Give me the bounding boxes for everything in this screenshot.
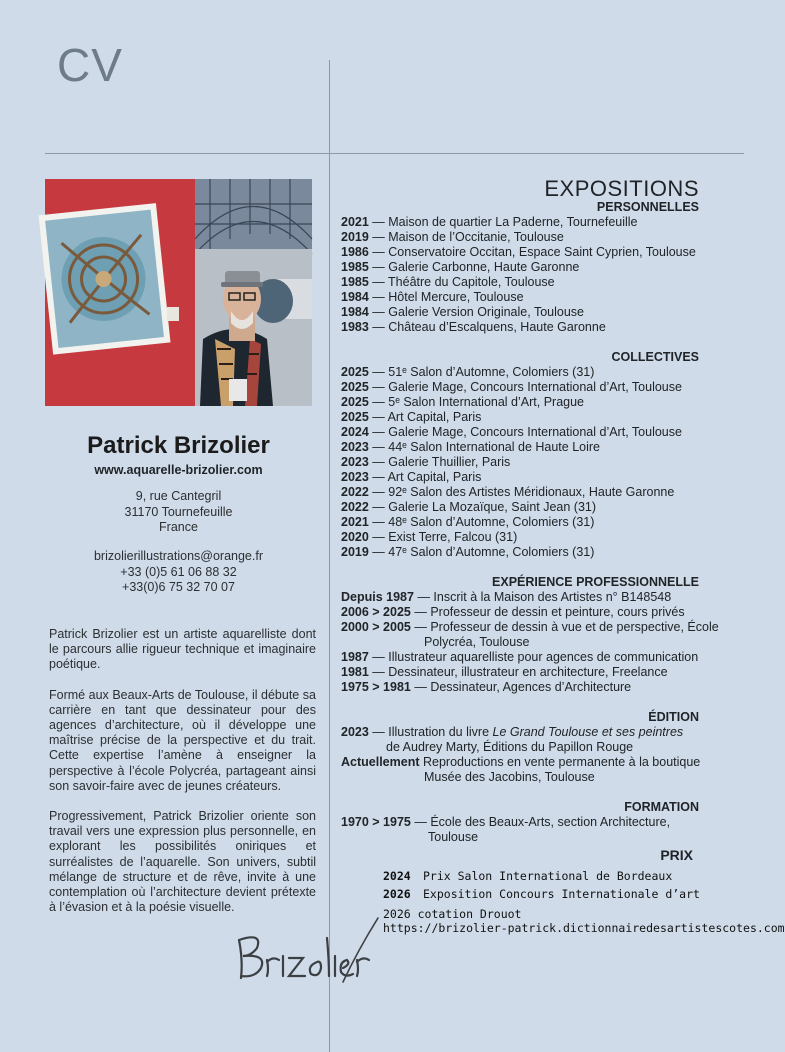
item-year: 2026	[383, 887, 411, 901]
book-title: Le Grand Toulouse et ses peintres	[492, 725, 684, 739]
list-item: 2019 — Maison de l’Occitanie, Toulouse	[341, 230, 564, 244]
item-year: 1986	[341, 245, 369, 259]
list-item: 2006 > 2025 — Professeur de dessin et peinture, cours privés	[341, 605, 685, 619]
phone-number: +33 (0)5 61 06 88 32	[120, 564, 237, 579]
list-item: 2021 — 48ᵉ Salon d’Automne, Colomiers (31)	[341, 515, 595, 529]
item-text: Château d’Escalquens, Haute Garonne	[388, 320, 606, 334]
list-item: 1984 — Hôtel Mercure, Toulouse	[341, 290, 524, 304]
item-text: Dessinateur, illustrateur en architecture, Freelance	[388, 665, 668, 679]
item-year: 1984	[341, 290, 369, 304]
item-text: Hôtel Mercure, Toulouse	[388, 290, 524, 304]
collectives-list	[341, 365, 699, 560]
list-item: Depuis 1987 — Inscrit à la Maison des Artistes n° B148548	[341, 590, 672, 604]
item-text: Professeur de dessin et peinture, cours privés	[430, 605, 685, 619]
item-text: 92ᵉ Salon des Artistes Méridionaux, Haute Garonne	[388, 485, 675, 499]
item-text: 48ᵉ Salon d’Automne, Colomiers (31)	[388, 515, 595, 529]
item-year: Actuellement	[341, 755, 420, 769]
website-link[interactable]: www.aquarelle-brizolier.com	[94, 463, 263, 477]
list-item: 1975 > 1981 — Dessinateur, Agences d’Architecture	[341, 680, 632, 694]
item-text: 44ᵉ Salon International de Haute Loire	[388, 440, 601, 454]
address-line: 31170 Tournefeuille	[124, 504, 233, 519]
item-text: Reproductions en vente permanente à la boutique	[422, 755, 701, 769]
item-text: 5ᵉ Salon International d’Art, Prague	[388, 395, 585, 409]
item-text: École des Beaux-Arts, section Architecture,	[430, 815, 671, 829]
list-item: 1984 — Galerie Version Originale, Toulouse	[341, 305, 584, 319]
item-text: Dessinateur, Agences d’Architecture	[430, 680, 632, 694]
item-text: 51ᵉ Salon d’Automne, Colomiers (31)	[388, 365, 595, 379]
item-text: Art Capital, Paris	[387, 410, 482, 424]
item-year: 2019	[341, 545, 369, 559]
item-text: Théâtre du Capitole, Toulouse	[388, 275, 555, 289]
item-text: Maison de l’Occitanie, Toulouse	[388, 230, 564, 244]
list-item: 1983 — Château d’Escalquens, Haute Garonne	[341, 320, 606, 334]
item-text: Galerie Version Originale, Toulouse	[388, 305, 584, 319]
item-text: Art Capital, Paris	[387, 470, 482, 484]
biography	[49, 627, 316, 930]
section-experience: EXPÉRIENCE PROFESSIONNELLE	[492, 575, 699, 589]
section-collectives: COLLECTIVES	[611, 350, 699, 364]
item-year: 2024	[383, 869, 411, 883]
list-item: 2025 — 51ᵉ Salon d’Automne, Colomiers (31)	[341, 365, 595, 379]
item-year: 2006 > 2025	[341, 605, 411, 619]
item-year: Depuis 1987	[341, 590, 414, 604]
list-item: 2025 — Galerie Mage, Concours International d’Art, Toulouse	[341, 380, 682, 394]
list-item: 2020 — Exist Terre, Falcou (31)	[341, 530, 518, 544]
item-year: 2023	[341, 470, 369, 484]
list-item: 2022 — 92ᵉ Salon des Artistes Méridionaux, Haute Garonne	[341, 485, 675, 499]
item-year: 1985	[341, 260, 369, 274]
item-year: 1987	[341, 650, 369, 664]
list-item-continued: de Audrey Marty, Éditions du Papillon Rouge	[386, 740, 634, 754]
item-year: 2024	[341, 425, 369, 439]
item-year: 1983	[341, 320, 369, 334]
item-year: 2020	[341, 530, 369, 544]
item-year: 2019	[341, 230, 369, 244]
item-text: Prix Salon International de Bordeaux	[423, 869, 673, 883]
item-year: 1984	[341, 305, 369, 319]
list-item: 2025 — 5ᵉ Salon International d’Art, Prague	[341, 395, 585, 409]
list-item: 2024 — Galerie Mage, Concours International d’Art, Toulouse	[341, 425, 682, 439]
section-edition: ÉDITION	[648, 710, 699, 724]
cotation-link[interactable]: https://brizolier-patrick.dictionnairedesartistescotes.com	[383, 921, 785, 935]
item-year: 2023	[341, 725, 369, 739]
item-text: Illustration du livre	[388, 725, 490, 739]
list-item: 2023 — Art Capital, Paris	[341, 470, 482, 484]
cotation-text: 2026 cotation Drouot	[383, 907, 522, 921]
artist-photo-illustration	[45, 179, 312, 406]
list-item: 2021 — Maison de quartier La Paderne, Tournefeuille	[341, 215, 638, 229]
item-text: Galerie Thuillier, Paris	[388, 455, 511, 469]
list-item: 2025 — Art Capital, Paris	[341, 410, 482, 424]
item-year: 1975 > 1981	[341, 680, 411, 694]
item-year: 1981	[341, 665, 369, 679]
item-text: Conservatoire Occitan, Espace Saint Cyprien, Toulouse	[388, 245, 696, 259]
item-text: Galerie Mage, Concours International d’Art, Toulouse	[388, 380, 682, 394]
signature-drawing	[233, 910, 383, 990]
page-title: CV	[57, 39, 123, 91]
item-year: 2022	[341, 485, 369, 499]
item-text: Galerie Carbonne, Haute Garonne	[388, 260, 580, 274]
personnelles-list	[341, 215, 699, 335]
item-year: 1985	[341, 275, 369, 289]
item-text: Inscrit à la Maison des Artistes n° B148548	[433, 590, 672, 604]
artist-name: Patrick Brizolier	[87, 432, 270, 459]
postal-address	[45, 489, 312, 536]
list-item: 1985 — Théâtre du Capitole, Toulouse	[341, 275, 555, 289]
artist-photo	[45, 179, 312, 406]
item-year: 2021	[341, 515, 369, 529]
item-text: Galerie La Mozaïque, Saint Jean (31)	[388, 500, 597, 514]
section-formation: FORMATION	[624, 800, 699, 814]
item-year: 2025	[341, 380, 369, 394]
prix-item	[383, 869, 672, 883]
item-year: 2025	[341, 410, 369, 424]
list-item-continued: Toulouse	[428, 830, 479, 844]
address-line: France	[159, 520, 198, 534]
item-year: 2025	[341, 395, 369, 409]
item-text: Galerie Mage, Concours International d’Art, Toulouse	[388, 425, 682, 439]
list-item: 2022 — Galerie La Mozaïque, Saint Jean (31)	[341, 500, 597, 514]
item-year: 2023	[341, 440, 369, 454]
item-year: 2000 > 2005	[341, 620, 411, 634]
cv-right-column	[341, 200, 719, 845]
item-text: Professeur de dessin à vue et de perspective, École	[430, 620, 719, 634]
item-year: 1970 > 1975	[341, 815, 411, 829]
signature	[233, 910, 383, 990]
bio-paragraph: Progressivement, Patrick Brizolier oriente son travail vers une expression plus personnelle, en explorant les possibilités oniriques et surréalistes de l’aquarelle. Son univers, subtil mélange de structure et de rêve, invite à une contemplation où l’architecture devient prétexte à l’évasion et à la poésie visuelle.	[49, 809, 316, 915]
experience-list	[341, 590, 719, 695]
item-text: Exist Terre, Falcou (31)	[388, 530, 518, 544]
list-item-continued: Musée des Jacobins, Toulouse	[424, 770, 595, 784]
list-item-continued: Polycréa, Toulouse	[424, 635, 530, 649]
bio-paragraph: Patrick Brizolier est un artiste aquarelliste dont le parcours allie rigueur technique et imaginaire poétique.	[49, 627, 316, 672]
list-item: 2000 > 2005 — Professeur de dessin à vue et de perspective, École	[341, 620, 719, 634]
section-prix: PRIX	[660, 847, 693, 863]
item-text: Illustrateur aquarelliste pour agences de communication	[388, 650, 699, 664]
horizontal-divider	[45, 153, 744, 154]
list-item: 2023 — Galerie Thuillier, Paris	[341, 455, 511, 469]
item-text: Maison de quartier La Paderne, Tournefeuille	[388, 215, 638, 229]
list-item: 2023 — 44ᵉ Salon International de Haute Loire	[341, 440, 601, 454]
expositions-heading: EXPOSITIONS	[544, 176, 699, 201]
list-item: 2019 — 47ᵉ Salon d’Automne, Colomiers (31)	[341, 545, 595, 559]
list-item: 1986 — Conservatoire Occitan, Espace Saint Cyprien, Toulouse	[341, 245, 696, 259]
bio-paragraph: Formé aux Beaux-Arts de Toulouse, il débute sa carrière en tant que dessinateur pour des agences d’architecture, où il développe une maîtrise précise de la perspective et du trait. Cette expertise l’amène à enseigner la perspective à l’école Polycréa, partageant ainsi son savoir-faire avec de jeunes créateurs.	[49, 687, 316, 793]
prix-item	[383, 887, 700, 901]
list-item: 1985 — Galerie Carbonne, Haute Garonne	[341, 260, 580, 274]
item-text: 47ᵉ Salon d’Automne, Colomiers (31)	[388, 545, 595, 559]
email-link[interactable]: brizolierillustrations@orange.fr	[93, 549, 263, 563]
vertical-divider	[329, 60, 330, 1052]
item-year: 2023	[341, 455, 369, 469]
list-item: 1981 — Dessinateur, illustrateur en architecture, Freelance	[341, 665, 668, 679]
item-year: 2022	[341, 500, 369, 514]
contact-block	[45, 549, 312, 596]
item-year: 2025	[341, 365, 369, 379]
section-personnelles: PERSONNELLES	[596, 200, 699, 214]
item-text: Exposition Concours Internationale d’art	[423, 887, 700, 901]
phone-number: +33(0)6 75 32 70 07	[122, 580, 235, 594]
list-item: 1987 — Illustrateur aquarelliste pour agences de communication	[341, 650, 699, 664]
address-line: 9, rue Cantegril	[135, 489, 222, 503]
list-item	[341, 755, 699, 770]
list-item: 1970 > 1975 — École des Beaux-Arts, section Architecture,	[341, 815, 671, 829]
list-item: 2023 — Illustration du livre Le Grand Toulouse et ses peintres	[341, 725, 684, 739]
item-year: 2021	[341, 215, 369, 229]
